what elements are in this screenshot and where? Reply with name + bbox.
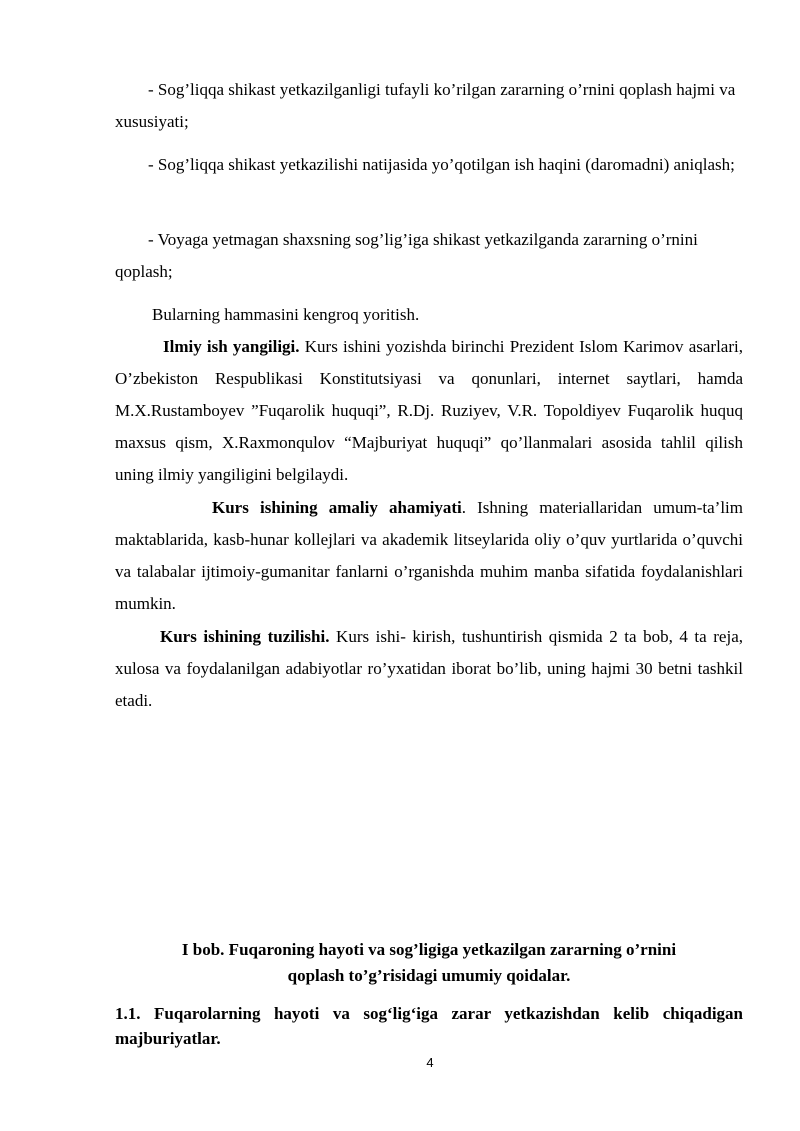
chapter-title-line-2: qoplash to’g’risidagi umumiy qoidalar.	[287, 966, 571, 985]
section-title	[115, 1001, 743, 1051]
bullet-paragraph-2	[115, 149, 743, 181]
bullet-paragraph-1	[115, 74, 743, 138]
bullet-text-2: - Sog’liqqa shikast yetkazilishi natijasida yo’qotilgan ish haqini (daromadni) aniqlash;	[148, 155, 735, 174]
summary-paragraph	[115, 299, 743, 331]
practical-text: . Ishning materiallaridan umum-ta’lim maktablarida, kasb-hunar kollejlari va akademik litseylarida oliy o’quv yurtlarida o’quvchi va talabalar ijtimoiy-gumanitar fanlarni o’rganishda muhim manba sifatida foydalanishlari mumkin.	[115, 498, 743, 613]
novelty-text: Kurs ishini yozishda birinchi Prezident Islom Karimov asarlari, O’zbekiston Respublikasi Konstitutsiyasi va qonunlari, internet saytlari, hamda M.X.Rustamboyev ”Fuqarolik huquqi”, R.Dj. Ruziyev, V.R. Topoldiyev Fuqarolik huquq maxsus qism, X.Raxmonqulov “Majburiyat huquqi” qo’llanmalari asosida tahlil qilish uning ilmiy yangiligini belgilaydi.	[115, 337, 743, 484]
section-title-text: 1.1. Fuqarolarning hayoti va sog‘lig‘iga zarar yetkazishdan kelib chiqadigan majburiyatlar.	[115, 1004, 743, 1048]
structure-paragraph	[115, 621, 743, 717]
structure-heading: Kurs ishining tuzilishi.	[160, 627, 330, 646]
summary-text: Bularning hammasini kengroq yoritish.	[152, 305, 420, 324]
practical-paragraph	[115, 492, 743, 620]
bullet-text-1: - Sog’liqqa shikast yetkazilganligi tufayli ko’rilgan zararning o’rnini qoplash hajmi va xususiyati;	[115, 80, 736, 131]
bullet-text-3: - Voyaga yetmagan shaxsning sog’lig’iga shikast yetkazilganda zararning o’rnini qoplash;	[115, 230, 698, 281]
chapter-title-line-1: I bob. Fuqaroning hayoti va sog’ligiga yetkazilgan zararning o’rnini	[181, 940, 677, 959]
page-number: 4	[426, 1055, 434, 1070]
chapter-title	[115, 937, 743, 989]
practical-heading: Kurs ishining amaliy ahamiyati	[212, 498, 462, 517]
novelty-heading: Ilmiy ish yangiligi.	[163, 337, 300, 356]
bullet-paragraph-3	[115, 224, 743, 288]
novelty-paragraph	[115, 331, 743, 491]
structure-text: Kurs ishi- kirish, tushuntirish qismida 2 ta bob, 4 ta reja, xulosa va foydalanilgan adabiyotlar ro’yxatidan iborat bo’lib, uning hajmi 30 betni tashkil etadi.	[115, 627, 743, 710]
